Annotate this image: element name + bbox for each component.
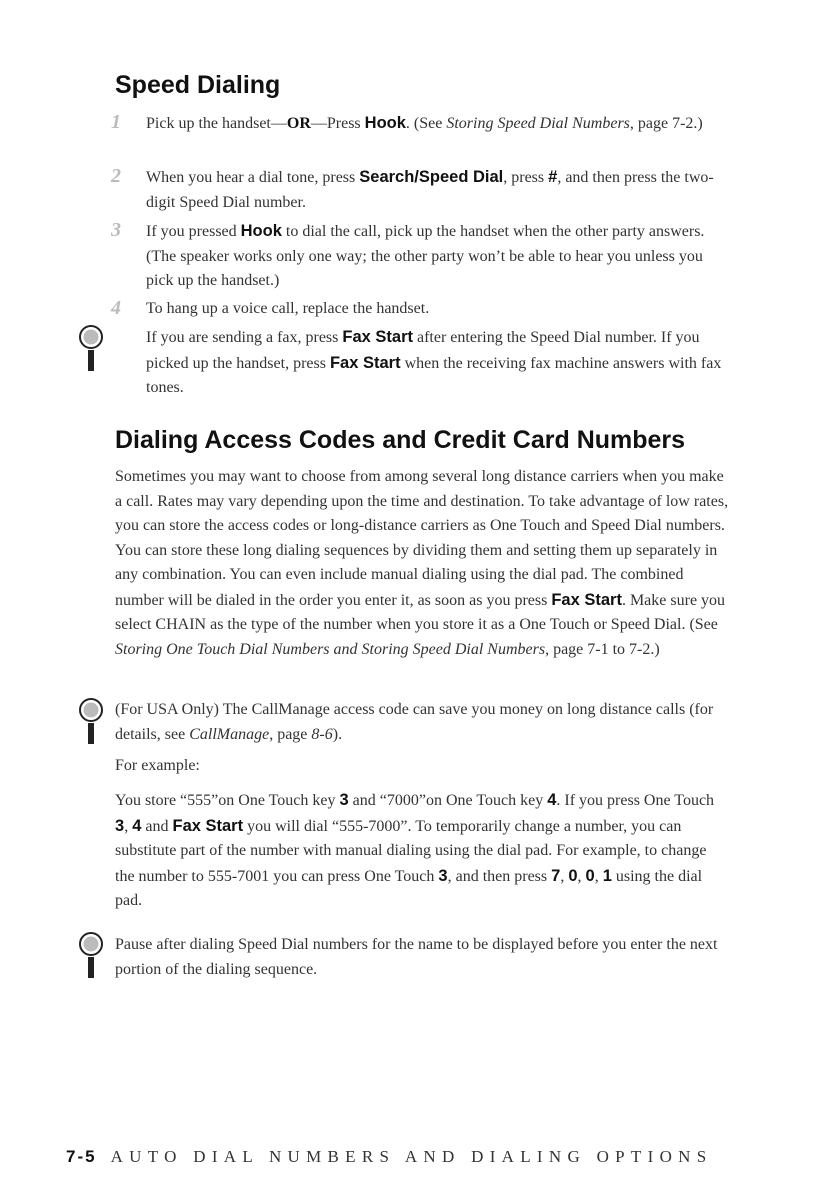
note-pencil-icon (78, 932, 104, 980)
chapter-title: AUTO DIAL NUMBERS AND DIALING OPTIONS (110, 1147, 713, 1166)
note-callmanage: (For USA Only) The CallManage access code can save you money on long distance calls (for details, see CallManage, page 8-6). (115, 701, 714, 743)
section-title-access-codes: Dialing Access Codes and Credit Card Numbers (115, 426, 686, 454)
section-title-speed-dialing: Speed Dialing (115, 71, 281, 99)
note-pause: Pause after dialing Speed Dial numbers for the name to be displayed before you enter the next portion of the dialing sequence. (115, 936, 718, 978)
step-number: 4 (111, 297, 121, 319)
step-3-text: If you pressed Hook to dial the call, pick up the handset when the other party answers. (The speaker works only one way; the other party won’t be able to hear you unless you pick up the handset.) (146, 222, 705, 289)
step-2-text: When you hear a dial tone, press Search/Speed Dial, press #, and then press the two-digit Speed Dial number. (146, 168, 714, 211)
step-number: 3 (111, 219, 121, 241)
example-text: You store “555”on One Touch key 3 and “7000”on One Touch key 4. If you press One Touch 3, 4 and Fax Start you will dial “555-7000”. To temporarily change a number, you can substitute part of the number with manual dialing using the dial pad. For example, to change the number to 555-7001 you can press One Touch 3, and then press 7, 0, 0, 1 using the dial pad. (115, 791, 715, 909)
step-number: 2 (111, 165, 121, 187)
access-codes-body: Sometimes you may want to choose from among several long distance carriers when you make a call. Rates may vary depending upon the time and destination. To take advantage of low rates, you can store the access codes or long-distance carriers as One Touch and Speed Dial numbers. You can store these long dialing sequences by dividing them and setting them up separately in any combination. You can even include manual dialing using the dial pad. The combined number will be dialed in the order you enter it, as soon as you press Fax Start. Make sure you select CHAIN as the type of the number when you store it as a One Touch or Speed Dial. (See Storing One Touch Dial Numbers and Storing Speed Dial Numbers, page 7-1 to 7-2.) (115, 468, 729, 658)
page-footer (66, 1147, 712, 1167)
step-4-text: To hang up a voice call, replace the handset. (146, 300, 430, 317)
page-number: 7-5 (66, 1147, 97, 1166)
step-1-text: Pick up the handset—OR—Press Hook. (See Storing Speed Dial Numbers, page 7-2.) (146, 114, 703, 132)
note-pencil-icon (78, 325, 104, 373)
note-fax-start: If you are sending a fax, press Fax Start after entering the Speed Dial number. If you picked up the handset, press Fax Start when the receiving fax machine answers with fax tones. (146, 328, 722, 396)
note-pencil-icon (78, 698, 104, 746)
step-number: 1 (111, 111, 121, 133)
example-label: For example: (115, 757, 200, 774)
